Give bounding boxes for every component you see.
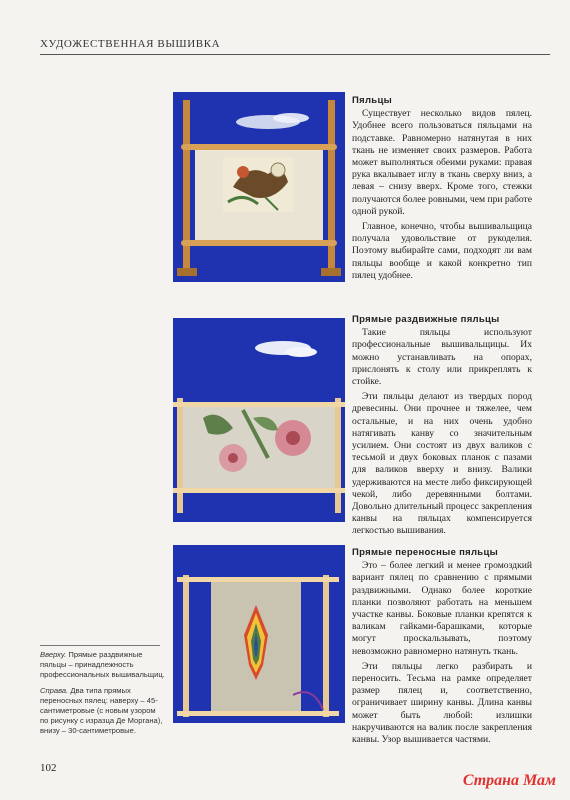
section-heading: Прямые переносные пяльцы [352, 547, 499, 558]
caption-text: Прямые раздвижные пяльцы – принадлежность профессиональных вышивальщиц. [40, 650, 165, 679]
photo-standing-hoop [173, 92, 345, 282]
watermark-logo: Страна Мам [462, 772, 556, 789]
caption-top [40, 650, 165, 680]
caption-rule [40, 645, 160, 646]
photo-slate-frame [173, 318, 345, 522]
caption-label: Справа. [40, 686, 69, 695]
paragraph: Эти пяльцы делают из твердых пород древесины. Они прочнее и тяжелее, чем остальные, и на них очень удобно натягивать канву со значительным усилием. Они состоят из двух валиков с тесьмой и двух боковых планок с пазами для валиков вверху и внизу. Валики удерживаются на месте либо фиксирующей чекой, либо деревянными болтами. Довольно длительный процесс закрепления канвы на пяльцах компенсируется легкостью вышивания. [352, 391, 532, 537]
section-hoops [352, 95, 532, 285]
page-number: 102 [40, 762, 57, 774]
section-portable-frames [352, 547, 532, 749]
section-slate-frames [352, 314, 532, 541]
photo-portable-frame [173, 545, 345, 723]
paragraph: Главное, конечно, чтобы вышивальщица получала удовольствие от рукоделия. Поэтому выбирайте сами, подходят ли вам пяльцы вообще и какой конкретно тип пялец удобнее. [352, 221, 532, 281]
caption-label: Вверху. [40, 650, 67, 659]
header-rule [40, 54, 550, 55]
paragraph: Эти пяльцы легко разбирать и переносить. Тесьма на рамке определяет размер пялец и, соответственно, ограничивает ширину канвы. Длина канвы может быть любой: излишки накручиваются на валик после закрепления канвы. Узор вышивается частями. [352, 660, 532, 746]
paragraph: Существует несколько видов пялец. Удобнее всего пользоваться пяльцами на подставке. Равномерно натянутая в них ткань не изменяет своих размеров. Работа может выполняться обеими руками: правая рука вкалывает иглу в ткань сверху вниз, а левая – снизу вверх. Кроме того, стежки получаются более ровными, чем при работе одной рукой. [352, 108, 532, 217]
section-heading: Прямые раздвижные пяльцы [352, 314, 500, 325]
caption-text: Два типа прямых переносных пялец: наверху – 45-сантиметровые (с новым узором по рисунку с изразца Де Моргана), внизу – 30-сантиметровые. [40, 686, 163, 735]
paragraph: Это – более легкий и менее громоздкий вариант пялец по сравнению с прямыми раздвижными. Однако более короткие планки позволяют работать на меньшем участке канвы. Боковые планки крепятся к валикам гайками-барашками, которые могут проскальзывать, поэтому невозможно равномерно натянуть ткань. [352, 560, 532, 657]
running-header: ХУДОЖЕСТВЕННАЯ ВЫШИВКА [40, 38, 221, 50]
caption-right [40, 686, 165, 736]
section-heading: Пяльцы [352, 95, 392, 106]
paragraph: Такие пяльцы используют профессиональные вышивальщицы. Их можно устанавливать на опорах, прислонять к столу или прикреплять к стойке. [352, 327, 532, 388]
